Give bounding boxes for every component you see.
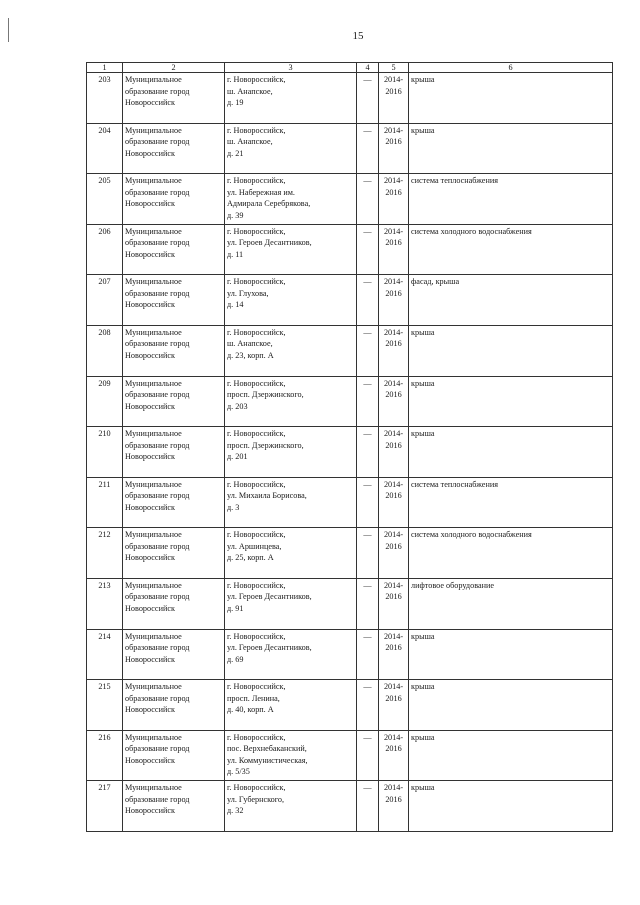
owner-line: образование город bbox=[125, 339, 190, 349]
period-cell bbox=[379, 123, 409, 174]
period-cell bbox=[379, 578, 409, 629]
owner-line: образование город bbox=[125, 86, 190, 96]
address-line: г. Новороссийск, bbox=[227, 783, 286, 793]
owner-cell bbox=[123, 376, 225, 427]
address-line: ул. Аршинцева, bbox=[227, 541, 282, 551]
address-line: д. 39 bbox=[227, 210, 244, 220]
owner-cell bbox=[123, 224, 225, 275]
owner-line: образование город bbox=[125, 238, 190, 248]
column-4-cell: — bbox=[357, 477, 379, 528]
owner-cell bbox=[123, 427, 225, 478]
period-cell bbox=[379, 427, 409, 478]
period-line: 2014- bbox=[383, 530, 404, 540]
address-line: г. Новороссийск, bbox=[227, 479, 286, 489]
work-type-cell: крыша bbox=[409, 73, 613, 124]
owner-cell bbox=[123, 477, 225, 528]
row-number-cell: 213 bbox=[87, 578, 123, 629]
address-line: ул. Набережная им. bbox=[227, 187, 295, 197]
period-cell bbox=[379, 477, 409, 528]
period-line: 2014- bbox=[383, 176, 404, 186]
period-line: 2016 bbox=[385, 744, 402, 754]
owner-line: Муниципальное bbox=[125, 176, 182, 186]
period-cell bbox=[379, 376, 409, 427]
period-cell bbox=[379, 781, 409, 832]
address-line: г. Новороссийск, bbox=[227, 682, 286, 692]
table-row bbox=[87, 427, 613, 478]
period-cell bbox=[379, 275, 409, 326]
work-type-cell: крыша bbox=[409, 629, 613, 680]
header-col-1: 1 bbox=[87, 63, 123, 73]
row-number-cell: 203 bbox=[87, 73, 123, 124]
owner-line: Новороссийск bbox=[125, 148, 175, 158]
owner-line: Муниципальное bbox=[125, 327, 182, 337]
address-line: ш. Анапское, bbox=[227, 86, 273, 96]
work-type-cell: крыша bbox=[409, 781, 613, 832]
address-line: ул. Губернского, bbox=[227, 794, 285, 804]
period-line: 2014- bbox=[383, 75, 404, 84]
work-type-cell: система холодного водоснабжения bbox=[409, 528, 613, 579]
owner-line: Муниципальное bbox=[125, 580, 182, 590]
owner-line: Новороссийск bbox=[125, 806, 175, 816]
work-type-cell: крыша bbox=[409, 730, 613, 781]
address-line: д. 21 bbox=[227, 148, 244, 158]
address-line: Адмирала Серебрякова, bbox=[227, 199, 311, 209]
period-line: 2016 bbox=[385, 592, 402, 602]
work-type-cell: крыша bbox=[409, 680, 613, 731]
owner-line: Муниципальное bbox=[125, 378, 182, 388]
address-line: г. Новороссийск, bbox=[227, 176, 286, 186]
address-line: г. Новороссийск, bbox=[227, 125, 286, 135]
period-line: 2014- bbox=[383, 277, 404, 287]
address-line: просп. Дзержинского, bbox=[227, 390, 304, 400]
address-line: г. Новороссийск, bbox=[227, 327, 286, 337]
address-line: ул. Героев Десантников, bbox=[227, 643, 312, 653]
address-cell bbox=[225, 680, 357, 731]
address-line: г. Новороссийск, bbox=[227, 277, 286, 287]
address-line: д. 14 bbox=[227, 300, 244, 310]
period-line: 2016 bbox=[385, 187, 402, 197]
owner-line: образование город bbox=[125, 643, 190, 653]
address-line: д. 203 bbox=[227, 401, 248, 411]
owner-line: образование город bbox=[125, 390, 190, 400]
owner-line: Муниципальное bbox=[125, 732, 182, 742]
address-cell bbox=[225, 174, 357, 225]
row-number-cell: 215 bbox=[87, 680, 123, 731]
table-row bbox=[87, 578, 613, 629]
address-line: просп. Ленина, bbox=[227, 693, 280, 703]
address-line: ш. Анапское, bbox=[227, 339, 273, 349]
table-row bbox=[87, 629, 613, 680]
table-row bbox=[87, 73, 613, 124]
column-4-cell: — bbox=[357, 730, 379, 781]
table-row bbox=[87, 275, 613, 326]
address-cell bbox=[225, 123, 357, 174]
period-cell bbox=[379, 680, 409, 731]
period-line: 2016 bbox=[385, 693, 402, 703]
owner-line: образование город bbox=[125, 187, 190, 197]
work-type-cell: фасад, крыша bbox=[409, 275, 613, 326]
owner-line: Муниципальное bbox=[125, 429, 182, 439]
period-line: 2014- bbox=[383, 732, 404, 742]
address-line: д. 3 bbox=[227, 502, 240, 512]
owner-line: Новороссийск bbox=[125, 401, 175, 411]
period-line: 2014- bbox=[383, 631, 404, 641]
address-line: г. Новороссийск, bbox=[227, 580, 286, 590]
table-row bbox=[87, 477, 613, 528]
period-line: 2014- bbox=[383, 783, 404, 793]
owner-cell bbox=[123, 629, 225, 680]
address-line: г. Новороссийск, bbox=[227, 429, 286, 439]
owner-line: образование город bbox=[125, 541, 190, 551]
owner-cell bbox=[123, 680, 225, 731]
address-cell bbox=[225, 325, 357, 376]
period-line: 2014- bbox=[383, 479, 404, 489]
period-line: 2016 bbox=[385, 440, 402, 450]
owner-line: Муниципальное bbox=[125, 530, 182, 540]
header-col-6: 6 bbox=[409, 63, 613, 73]
row-number-cell: 210 bbox=[87, 427, 123, 478]
address-line: ул. Коммунистическая, bbox=[227, 755, 308, 765]
owner-line: Новороссийск bbox=[125, 603, 175, 613]
owner-cell bbox=[123, 275, 225, 326]
address-cell bbox=[225, 224, 357, 275]
owner-line: Муниципальное bbox=[125, 125, 182, 135]
column-4-cell: — bbox=[357, 427, 379, 478]
row-number-cell: 211 bbox=[87, 477, 123, 528]
period-line: 2016 bbox=[385, 794, 402, 804]
row-number-cell: 208 bbox=[87, 325, 123, 376]
address-line: г. Новороссийск, bbox=[227, 378, 286, 388]
period-line: 2016 bbox=[385, 643, 402, 653]
period-line: 2016 bbox=[385, 390, 402, 400]
table-row bbox=[87, 730, 613, 781]
address-line: д. 201 bbox=[227, 452, 248, 462]
registry-table bbox=[86, 62, 613, 832]
header-col-2: 2 bbox=[123, 63, 225, 73]
row-number-cell: 209 bbox=[87, 376, 123, 427]
column-4-cell: — bbox=[357, 123, 379, 174]
period-cell bbox=[379, 629, 409, 680]
work-type-cell: система холодного водоснабжения bbox=[409, 224, 613, 275]
address-line: д. 69 bbox=[227, 654, 244, 664]
owner-cell bbox=[123, 528, 225, 579]
owner-line: образование город bbox=[125, 744, 190, 754]
period-cell bbox=[379, 73, 409, 124]
address-line: г. Новороссийск, bbox=[227, 75, 286, 84]
period-line: 2014- bbox=[383, 429, 404, 439]
owner-line: Новороссийск bbox=[125, 654, 175, 664]
address-cell bbox=[225, 528, 357, 579]
column-4-cell: — bbox=[357, 325, 379, 376]
table-row bbox=[87, 781, 613, 832]
owner-line: Новороссийск bbox=[125, 98, 175, 107]
period-line: 2014- bbox=[383, 682, 404, 692]
row-number-cell: 214 bbox=[87, 629, 123, 680]
work-type-cell: система теплоснабжения bbox=[409, 174, 613, 225]
period-line: 2016 bbox=[385, 491, 402, 501]
address-line: д. 40, корп. А bbox=[227, 705, 274, 715]
address-line: ул. Героев Десантников, bbox=[227, 592, 312, 602]
column-4-cell: — bbox=[357, 578, 379, 629]
period-line: 2016 bbox=[385, 288, 402, 298]
period-line: 2014- bbox=[383, 378, 404, 388]
address-line: д. 23, корп. А bbox=[227, 350, 274, 360]
column-4-cell: — bbox=[357, 528, 379, 579]
owner-line: образование город bbox=[125, 794, 190, 804]
header-col-4: 4 bbox=[357, 63, 379, 73]
period-cell bbox=[379, 730, 409, 781]
table-row bbox=[87, 325, 613, 376]
address-line: г. Новороссийск, bbox=[227, 732, 286, 742]
owner-cell bbox=[123, 578, 225, 629]
owner-cell bbox=[123, 325, 225, 376]
address-cell bbox=[225, 578, 357, 629]
work-type-cell: крыша bbox=[409, 123, 613, 174]
address-line: г. Новороссийск, bbox=[227, 530, 286, 540]
address-line: ш. Анапское, bbox=[227, 137, 273, 147]
column-4-cell: — bbox=[357, 174, 379, 225]
owner-line: Муниципальное bbox=[125, 783, 182, 793]
work-type-cell: крыша bbox=[409, 325, 613, 376]
work-type-cell: крыша bbox=[409, 376, 613, 427]
header-col-5: 5 bbox=[379, 63, 409, 73]
owner-line: образование город bbox=[125, 491, 190, 501]
work-type-cell: лифтовое оборудование bbox=[409, 578, 613, 629]
owner-line: образование город bbox=[125, 288, 190, 298]
owner-line: Муниципальное bbox=[125, 479, 182, 489]
period-line: 2016 bbox=[385, 86, 402, 96]
owner-line: образование город bbox=[125, 137, 190, 147]
header-row bbox=[87, 63, 613, 73]
address-cell bbox=[225, 427, 357, 478]
address-line: ул. Михаила Борисова, bbox=[227, 491, 307, 501]
period-line: 2016 bbox=[385, 339, 402, 349]
owner-line: Муниципальное bbox=[125, 75, 182, 84]
table-row bbox=[87, 123, 613, 174]
owner-line: Муниципальное bbox=[125, 277, 182, 287]
owner-line: Новороссийск bbox=[125, 502, 175, 512]
row-number-cell: 212 bbox=[87, 528, 123, 579]
address-cell bbox=[225, 275, 357, 326]
column-4-cell: — bbox=[357, 73, 379, 124]
period-line: 2014- bbox=[383, 327, 404, 337]
row-number-cell: 206 bbox=[87, 224, 123, 275]
owner-line: Новороссийск bbox=[125, 249, 175, 259]
address-line: д. 19 bbox=[227, 98, 244, 107]
period-cell bbox=[379, 174, 409, 225]
address-cell bbox=[225, 629, 357, 680]
table-row bbox=[87, 376, 613, 427]
address-line: д. 11 bbox=[227, 249, 244, 259]
table-row bbox=[87, 528, 613, 579]
period-line: 2016 bbox=[385, 541, 402, 551]
address-cell bbox=[225, 730, 357, 781]
owner-line: образование город bbox=[125, 592, 190, 602]
owner-cell bbox=[123, 123, 225, 174]
table-row bbox=[87, 174, 613, 225]
address-line: г. Новороссийск, bbox=[227, 226, 286, 236]
address-cell bbox=[225, 477, 357, 528]
owner-line: Новороссийск bbox=[125, 755, 175, 765]
owner-line: Муниципальное bbox=[125, 682, 182, 692]
address-cell bbox=[225, 73, 357, 124]
owner-line: Муниципальное bbox=[125, 631, 182, 641]
owner-line: образование город bbox=[125, 693, 190, 703]
period-cell bbox=[379, 224, 409, 275]
owner-line: Новороссийск bbox=[125, 452, 175, 462]
owner-cell bbox=[123, 781, 225, 832]
owner-line: Новороссийск bbox=[125, 705, 175, 715]
address-line: г. Новороссийск, bbox=[227, 631, 286, 641]
owner-line: Муниципальное bbox=[125, 226, 182, 236]
row-number-cell: 204 bbox=[87, 123, 123, 174]
address-line: ул. Героев Десантников, bbox=[227, 238, 312, 248]
owner-line: образование город bbox=[125, 440, 190, 450]
work-type-cell: система теплоснабжения bbox=[409, 477, 613, 528]
period-line: 2014- bbox=[383, 580, 404, 590]
row-number-cell: 205 bbox=[87, 174, 123, 225]
owner-cell bbox=[123, 730, 225, 781]
row-number-cell: 207 bbox=[87, 275, 123, 326]
owner-line: Новороссийск bbox=[125, 553, 175, 563]
address-cell bbox=[225, 376, 357, 427]
address-line: просп. Дзержинского, bbox=[227, 440, 304, 450]
page-number: 15 bbox=[352, 30, 364, 42]
row-number-cell: 217 bbox=[87, 781, 123, 832]
address-line: д. 91 bbox=[227, 603, 244, 613]
period-line: 2016 bbox=[385, 238, 402, 248]
table-row bbox=[87, 224, 613, 275]
period-line: 2014- bbox=[383, 125, 404, 135]
period-cell bbox=[379, 528, 409, 579]
header-col-3: 3 bbox=[225, 63, 357, 73]
period-line: 2014- bbox=[383, 226, 404, 236]
address-line: д. 25, корп. А bbox=[227, 553, 274, 563]
margin-mark bbox=[8, 18, 9, 42]
owner-line: Новороссийск bbox=[125, 350, 175, 360]
period-line: 2016 bbox=[385, 137, 402, 147]
owner-cell bbox=[123, 174, 225, 225]
address-cell bbox=[225, 781, 357, 832]
owner-cell bbox=[123, 73, 225, 124]
column-4-cell: — bbox=[357, 781, 379, 832]
row-number-cell: 216 bbox=[87, 730, 123, 781]
address-line: д. 32 bbox=[227, 806, 244, 816]
address-line: д. 5/35 bbox=[227, 767, 250, 777]
owner-line: Новороссийск bbox=[125, 199, 175, 209]
column-4-cell: — bbox=[357, 629, 379, 680]
work-type-cell: крыша bbox=[409, 427, 613, 478]
column-4-cell: — bbox=[357, 275, 379, 326]
address-line: ул. Глухова, bbox=[227, 288, 269, 298]
owner-line: Новороссийск bbox=[125, 300, 175, 310]
column-4-cell: — bbox=[357, 376, 379, 427]
period-cell bbox=[379, 325, 409, 376]
column-4-cell: — bbox=[357, 680, 379, 731]
address-line: пос. Верхнебаканский, bbox=[227, 744, 307, 754]
table-row bbox=[87, 680, 613, 731]
column-4-cell: — bbox=[357, 224, 379, 275]
